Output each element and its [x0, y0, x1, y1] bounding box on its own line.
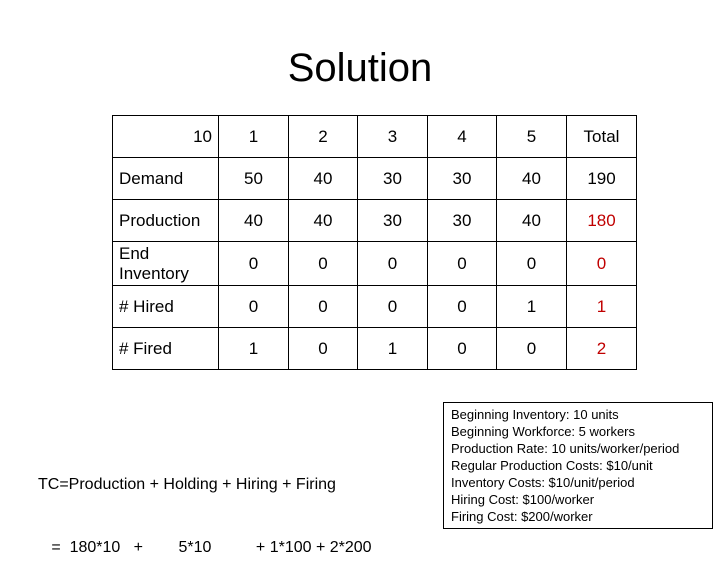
- table-row-hired: [113, 286, 637, 328]
- table-cell: 0: [289, 328, 358, 370]
- total-cost-formula: [38, 432, 383, 579]
- parameter-line: Beginning Inventory: 10 units: [451, 407, 619, 422]
- parameter-line: Inventory Costs: $10/unit/period: [451, 475, 635, 490]
- header-period-1: 1: [219, 116, 289, 158]
- table-cell: 0: [358, 242, 428, 286]
- table-cell: 40: [497, 158, 567, 200]
- parameter-line: Firing Cost: $200/worker: [451, 509, 593, 524]
- total-cell: 0: [567, 242, 637, 286]
- formula-line-2: = 180*10 + 5*10 + 1*100 + 2*200: [38, 539, 372, 556]
- table-cell: 0: [497, 328, 567, 370]
- table-row-demand: [113, 158, 637, 200]
- table-cell: 0: [289, 242, 358, 286]
- parameters-box: [443, 402, 713, 529]
- table-cell: 30: [358, 158, 428, 200]
- table-cell: 0: [219, 286, 289, 328]
- header-period-4: 4: [428, 116, 497, 158]
- parameter-line: Beginning Workforce: 5 workers: [451, 424, 636, 439]
- total-cell: 1: [567, 286, 637, 328]
- total-cell: 2: [567, 328, 637, 370]
- table-cell: 0: [428, 286, 497, 328]
- table-row-fired: [113, 328, 637, 370]
- table-cell: 40: [289, 200, 358, 242]
- table-cell: 30: [428, 200, 497, 242]
- table-cell: 50: [219, 158, 289, 200]
- table-row-end-inventory: [113, 242, 637, 286]
- total-cell: 180: [567, 200, 637, 242]
- row-label: End Inventory: [113, 242, 219, 286]
- header-total: Total: [567, 116, 637, 158]
- formula-line-1: TC=Production + Holding + Hiring + Firing: [38, 476, 336, 493]
- table-cell: 0: [428, 242, 497, 286]
- table-cell: 40: [497, 200, 567, 242]
- table-cell: 0: [219, 242, 289, 286]
- header-period-2: 2: [289, 116, 358, 158]
- slide-title: Solution: [287, 46, 433, 90]
- table-cell: 0: [358, 286, 428, 328]
- row-label: # Fired: [113, 328, 219, 370]
- table-cell: 1: [358, 328, 428, 370]
- table-cell: 1: [497, 286, 567, 328]
- table-cell: 30: [428, 158, 497, 200]
- parameter-line: Regular Production Costs: $10/unit: [451, 458, 653, 473]
- table-cell: 0: [497, 242, 567, 286]
- table-cell: 1: [219, 328, 289, 370]
- row-label: Demand: [113, 158, 219, 200]
- row-label: Production: [113, 200, 219, 242]
- table-cell: 40: [219, 200, 289, 242]
- total-cell: 190: [567, 158, 637, 200]
- header-period-5: 5: [497, 116, 567, 158]
- header-period-0: 10: [113, 116, 219, 158]
- table-cell: 40: [289, 158, 358, 200]
- row-label: # Hired: [113, 286, 219, 328]
- table-cell: 0: [428, 328, 497, 370]
- solution-table: [112, 115, 637, 370]
- table-cell: 0: [289, 286, 358, 328]
- table-cell: 30: [358, 200, 428, 242]
- header-row: [113, 116, 637, 158]
- parameter-line: Production Rate: 10 units/worker/period: [451, 441, 680, 456]
- header-period-3: 3: [358, 116, 428, 158]
- table-row-production: [113, 200, 637, 242]
- parameter-line: Hiring Cost: $100/worker: [451, 492, 595, 507]
